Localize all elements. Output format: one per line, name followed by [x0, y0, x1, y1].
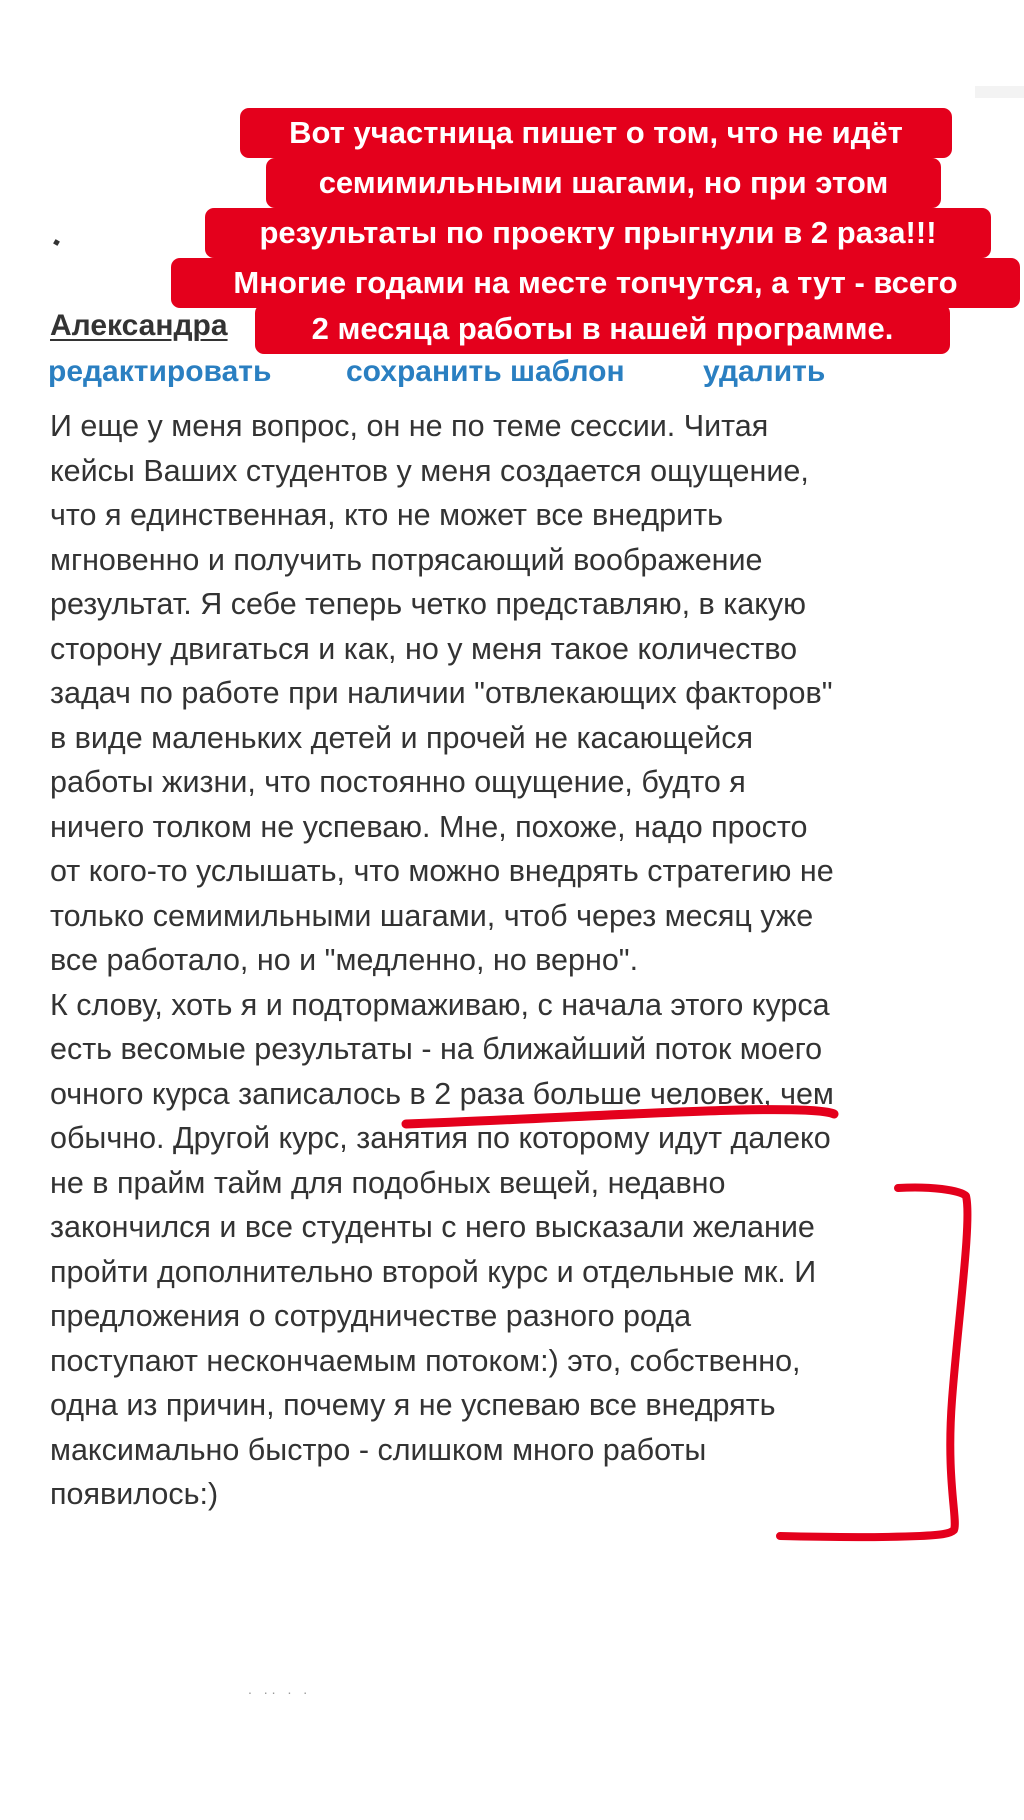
comment-line: предложения о сотрудничестве разного рода [50, 1299, 692, 1333]
comment-line: очного курса записалось в 2 раза больше человек, чем [50, 1076, 834, 1111]
comment-line: все работало, но и "медленно, но верно". [50, 943, 639, 977]
comment-line: не в прайм тайм для подобных вещей, недавно [50, 1165, 726, 1200]
comment-line: поступают нескончаемым потоком:) это, собственно, [50, 1343, 801, 1378]
comment-line: от кого-то услышать, что можно внедрять стратегию не [50, 854, 834, 888]
comment-line: задач по работе при наличии "отвлекающих факторов" [50, 676, 833, 710]
caption-line: результаты по проекту прыгнули в 2 раза!!! [205, 208, 991, 258]
cropped-text-remnant: . .. . . [248, 1681, 312, 1697]
comment-line: И еще у меня вопрос, он не по теме сессии. Читая [50, 409, 769, 443]
comment-line: кейсы Ваших студентов у меня создается ощущение, [50, 453, 809, 488]
save-template-link[interactable]: сохранить шаблон [346, 355, 625, 388]
comment-line: результат. Я себе теперь четко представляю, в какую [50, 587, 807, 621]
comment-line: только семимильными шагами, чтоб через месяц уже [50, 898, 814, 933]
comment-body [50, 404, 990, 1517]
comment-line: закончился и все студенты с него высказали желание [50, 1210, 815, 1244]
comment-line: обычно. Другой курс, занятия по которому идут далеко [50, 1121, 831, 1155]
comment-line: пройти дополнительно второй курс и отдельные мк. И [50, 1254, 817, 1289]
caption-line: семимильными шагами, но при этом [266, 158, 941, 208]
comment-author[interactable]: Александра [50, 309, 228, 342]
caption-line: Вот участница пишет о том, что не идёт [240, 108, 952, 158]
caption-line: Многие годами на месте топчутся, а тут - всего [171, 258, 1020, 308]
comment-line: в виде маленьких детей и прочей не касающейся [50, 720, 754, 755]
delete-link[interactable]: удалить [703, 355, 826, 388]
edit-link[interactable]: редактировать [48, 355, 272, 388]
comment-line: что я единственная, кто не может все внедрить [50, 498, 724, 532]
comment-line: мгновенно и получить потрясающий воображение [50, 542, 763, 577]
comment-line: появилось:) [50, 1477, 219, 1511]
comment-line: К слову, хоть я и подтормаживаю, с начала этого курса [50, 987, 830, 1022]
comment-line: одна из причин, почему я не успеваю все внедрять [50, 1388, 776, 1422]
comment-line: работы жизни, что постоянно ощущение, будто я [50, 765, 746, 799]
comment-line: максимально быстро - слишком много работы [50, 1432, 707, 1467]
comment-line: есть весомые результаты - на ближайший поток моего [50, 1032, 823, 1066]
comment-line: ничего толком не успеваю. Мне, похоже, надо просто [50, 809, 808, 844]
status-bar-remnant [975, 86, 1024, 98]
stray-mark [53, 239, 60, 246]
comment-line: сторону двигаться и как, но у меня такое количество [50, 631, 798, 666]
caption-line: 2 месяца работы в нашей программе. [255, 304, 950, 354]
